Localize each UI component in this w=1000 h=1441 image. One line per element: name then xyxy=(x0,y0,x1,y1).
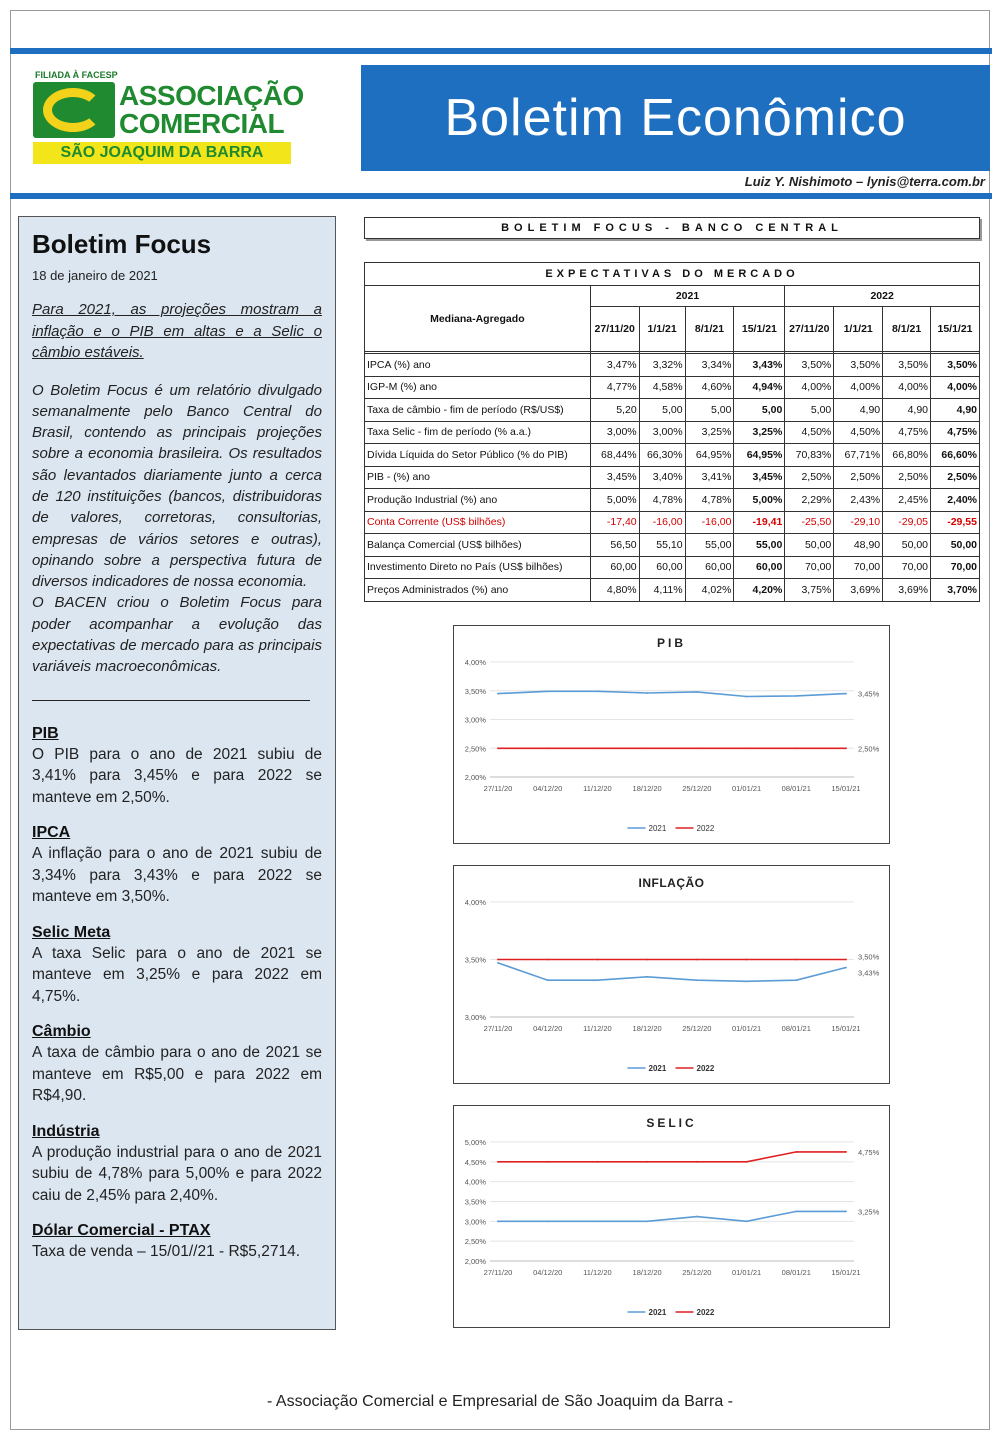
data-point xyxy=(746,1220,748,1222)
table-row xyxy=(365,376,980,399)
sidebar-paragraph-1: O Boletim Focus é um relatório divulgado semanalmente pelo Banco Central do Brasil, contendo as principais projeções sobre a economia brasileira. Os resultados são levantados diariamente junto a cerca de 120 instituições (bancos, distribuidoras de valores, corretoras, consultorias, empresas de vários setores e outras), opinando sobre a perspectiva futura de diversos indicadores de nossa economia. xyxy=(32,381,322,591)
x-tick-label: 01/01/21 xyxy=(731,1268,762,1277)
table-cell: 4,80% xyxy=(590,579,639,602)
table-cell: 2,50% xyxy=(834,466,883,489)
table-cell: 4,50% xyxy=(834,421,883,444)
x-tick-label: 11/12/20 xyxy=(583,784,612,793)
data-point xyxy=(795,747,797,749)
table-cell: 3,50% xyxy=(883,354,931,377)
table-cell: 3,70% xyxy=(931,579,980,602)
data-point xyxy=(497,1161,499,1163)
author-credit: Luiz Y. Nishimoto – lynis@terra.com.br xyxy=(744,174,985,189)
data-point xyxy=(746,959,748,961)
x-tick-label: 04/12/20 xyxy=(533,1268,563,1277)
y-tick-label: 4,00% xyxy=(464,1177,486,1187)
table-cell: 60,00 xyxy=(590,556,639,579)
bulletin-title: Boletim Econômico xyxy=(444,89,907,147)
data-point xyxy=(497,959,499,961)
table-cell: 5,00 xyxy=(734,399,785,422)
table-row xyxy=(365,466,980,489)
data-point xyxy=(597,979,599,981)
x-tick-label: 25/12/20 xyxy=(682,784,712,793)
series-line-2021 xyxy=(498,1211,846,1221)
table-cell: 4,77% xyxy=(590,376,639,399)
sidebar-title: Boletim Focus xyxy=(32,229,212,259)
data-point xyxy=(795,979,797,981)
date-header: 1/1/21 xyxy=(639,307,685,352)
x-tick-label: 15/01/21 xyxy=(831,784,861,793)
section-title: Selic Meta xyxy=(32,923,111,941)
date-header: 8/1/21 xyxy=(685,307,734,352)
table-cell: 4,50% xyxy=(785,421,834,444)
section-ipca xyxy=(32,822,322,908)
inflation-chart xyxy=(453,865,890,1084)
section-text: A taxa Selic para o ano de 2021 se manteve em 3,25% e para 2022 em 4,75%. xyxy=(32,944,322,1005)
data-point xyxy=(795,1211,797,1213)
inflation-chart-svg xyxy=(454,866,889,1083)
legend-label: 2022 xyxy=(696,1308,715,1317)
section-text: Taxa de venda – 15/01//21 - R$5,2714. xyxy=(32,1243,301,1261)
section-title: Indústria xyxy=(32,1122,100,1140)
table-cell: 70,00 xyxy=(785,556,834,579)
x-tick-label: 18/12/20 xyxy=(632,1268,662,1277)
table-cell: 50,00 xyxy=(883,534,931,557)
table-cell: 3,50% xyxy=(785,354,834,377)
sidebar-date: 18 de janeiro de 2021 xyxy=(32,268,158,283)
x-tick-label: 08/01/21 xyxy=(781,1024,811,1033)
data-point xyxy=(547,979,549,981)
series-line-2021 xyxy=(498,963,846,981)
legend-label: 2022 xyxy=(696,1064,715,1073)
data-point xyxy=(547,747,549,749)
table-cell: 50,00 xyxy=(931,534,980,557)
table-cell: 66,80% xyxy=(883,444,931,467)
pib-chart xyxy=(453,625,890,844)
table-cell: 55,10 xyxy=(639,534,685,557)
table-cell: 4,78% xyxy=(685,489,734,512)
section-industria xyxy=(32,1121,322,1207)
table-cell: -16,00 xyxy=(639,511,685,534)
table-cell: 4,60% xyxy=(685,376,734,399)
table-cell: 5,00 xyxy=(685,399,734,422)
x-tick-label: 08/01/21 xyxy=(781,784,811,793)
table-cell: 4,90 xyxy=(883,399,931,422)
x-tick-label: 27/11/20 xyxy=(483,1024,513,1033)
table-cell: 3,34% xyxy=(685,354,734,377)
section-text: A produção industrial para o ano de 2021 subiu de 4,78% para 5,00% e para 2022 caiu de 2,45% para 2,40%. xyxy=(32,1143,322,1204)
table-cell: 55,00 xyxy=(734,534,785,557)
y-tick-label: 5,00% xyxy=(464,1138,486,1147)
table-row xyxy=(365,534,980,557)
logo-name-line1: ASSOCIAÇÃO xyxy=(119,80,304,111)
data-point xyxy=(746,696,748,698)
data-point xyxy=(646,747,648,749)
data-point xyxy=(696,959,698,961)
table-cell: 55,00 xyxy=(685,534,734,557)
table-row xyxy=(365,444,980,467)
table-cell: 4,00% xyxy=(883,376,931,399)
data-point xyxy=(746,747,748,749)
table-cell: 60,00 xyxy=(685,556,734,579)
table-cell: 5,00% xyxy=(734,489,785,512)
table-cell: 70,00 xyxy=(883,556,931,579)
table-cell: -17,40 xyxy=(590,511,639,534)
table-cell: 3,41% xyxy=(685,466,734,489)
year-header-2022: 2022 xyxy=(785,286,980,307)
x-tick-label: 11/12/20 xyxy=(583,1024,612,1033)
table-cell: 66,60% xyxy=(931,444,980,467)
table-cell: 3,50% xyxy=(834,354,883,377)
row-label: Preços Administrados (%) ano xyxy=(365,579,591,602)
data-point xyxy=(497,747,499,749)
table-cell: 5,20 xyxy=(590,399,639,422)
x-tick-label: 27/11/20 xyxy=(483,784,513,793)
data-point xyxy=(597,1220,599,1222)
chart-title: PIB xyxy=(656,636,687,650)
table-cell: 2,29% xyxy=(785,489,834,512)
logo-mark-icon xyxy=(33,82,115,138)
legend-label: 2021 xyxy=(648,824,667,833)
table-row-header: Mediana-Agregado xyxy=(365,286,591,352)
date-header: 1/1/21 xyxy=(834,307,883,352)
end-label: 2,50% xyxy=(858,744,880,754)
row-label: Investimento Direto no País (US$ bilhões) xyxy=(365,556,591,579)
table-cell: 64,95% xyxy=(685,444,734,467)
table-cell: 5,00% xyxy=(590,489,639,512)
y-tick-label: 2,00% xyxy=(464,773,486,782)
end-label: 3,25% xyxy=(858,1207,880,1217)
table-row xyxy=(365,399,980,422)
association-logo xyxy=(33,70,304,165)
table-cell: 3,00% xyxy=(590,421,639,444)
end-label: 3,45% xyxy=(858,689,880,699)
date-header: 15/1/21 xyxy=(931,307,980,352)
table-cell: 4,00% xyxy=(931,376,980,399)
end-label: 3,50% xyxy=(858,952,880,962)
legend-label: 2022 xyxy=(696,824,715,833)
table-cell: 2,50% xyxy=(785,466,834,489)
section-text: O PIB para o ano de 2021 subiu de 3,41% para 3,45% e para 2022 se manteve em 2,50%. xyxy=(32,745,322,806)
table-cell: 3,40% xyxy=(639,466,685,489)
table-body xyxy=(365,352,980,602)
section-text: A taxa de câmbio para o ano de 2021 se manteve em R$5,00 e para 2022 em R$4,90. xyxy=(32,1044,322,1105)
bulletin-title-box xyxy=(361,65,990,171)
x-tick-label: 11/12/20 xyxy=(583,1268,612,1277)
table-cell: 3,69% xyxy=(834,579,883,602)
table-cell: 2,43% xyxy=(834,489,883,512)
data-point xyxy=(646,959,648,961)
data-point xyxy=(547,1161,549,1163)
section-cambio xyxy=(32,1021,322,1107)
table-cell: 4,58% xyxy=(639,376,685,399)
y-tick-label: 3,50% xyxy=(464,1197,486,1207)
chart-title: INFLAÇÃO xyxy=(638,876,705,890)
table-cell: 56,50 xyxy=(590,534,639,557)
table-cell: 3,32% xyxy=(639,354,685,377)
table-cell: 4,11% xyxy=(639,579,685,602)
y-tick-label: 3,00% xyxy=(464,715,486,725)
table-cell: 66,30% xyxy=(639,444,685,467)
y-tick-label: 4,00% xyxy=(464,658,486,667)
y-tick-label: 3,50% xyxy=(464,686,486,696)
date-header: 27/11/20 xyxy=(785,307,834,352)
table-cell: 64,95% xyxy=(734,444,785,467)
table-row xyxy=(365,421,980,444)
table-cell: 4,90 xyxy=(834,399,883,422)
x-tick-label: 18/12/20 xyxy=(632,1024,662,1033)
table-cell: 4,20% xyxy=(734,579,785,602)
table-cell: -25,50 xyxy=(785,511,834,534)
header-rule-bottom xyxy=(10,193,992,199)
x-tick-label: 25/12/20 xyxy=(682,1268,712,1277)
data-point xyxy=(597,959,599,961)
table-cell: -29,05 xyxy=(883,511,931,534)
y-tick-label: 2,50% xyxy=(464,744,486,754)
header-rule-top xyxy=(10,48,992,54)
date-header: 15/1/21 xyxy=(734,307,785,352)
table-cell: 5,00 xyxy=(785,399,834,422)
data-point xyxy=(795,695,797,697)
table-cell: 70,00 xyxy=(931,556,980,579)
logo-filiada: FILIADA À FACESP xyxy=(35,70,118,80)
table-cell: 3,45% xyxy=(734,466,785,489)
series-line-2021 xyxy=(498,691,846,696)
x-tick-label: 27/11/20 xyxy=(483,1268,513,1277)
data-point xyxy=(696,1161,698,1163)
data-point xyxy=(795,959,797,961)
x-tick-label: 15/01/21 xyxy=(831,1268,861,1277)
table-row xyxy=(365,489,980,512)
section-pib xyxy=(32,723,322,809)
data-point xyxy=(547,690,549,692)
sidebar-intro: Para 2021, as projeções mostram a inflação e o PIB em altas e a Selic o câmbio estáveis. xyxy=(32,301,322,361)
table-cell: 2,50% xyxy=(883,466,931,489)
table-cell: 2,40% xyxy=(931,489,980,512)
section-title: Dólar Comercial - PTAX xyxy=(32,1222,211,1240)
table-cell: -16,00 xyxy=(685,511,734,534)
table-cell: 48,90 xyxy=(834,534,883,557)
table-cell: 3,69% xyxy=(883,579,931,602)
y-tick-label: 3,00% xyxy=(464,1217,486,1227)
date-header: 8/1/21 xyxy=(883,307,931,352)
section-dolar xyxy=(32,1220,322,1263)
data-point xyxy=(646,1161,648,1163)
table-cell: 4,00% xyxy=(785,376,834,399)
date-header: 27/11/20 xyxy=(590,307,639,352)
section-title: Câmbio xyxy=(32,1023,91,1041)
table-cell: 4,00% xyxy=(834,376,883,399)
y-tick-label: 2,00% xyxy=(464,1257,486,1266)
end-label: 3,43% xyxy=(858,968,880,978)
table-cell: 2,45% xyxy=(883,489,931,512)
expectations-table xyxy=(364,262,980,602)
table-cell: 68,44% xyxy=(590,444,639,467)
data-point xyxy=(696,979,698,981)
table-cell: 60,00 xyxy=(734,556,785,579)
table-cell: 3,50% xyxy=(931,354,980,377)
end-label: 4,75% xyxy=(858,1147,880,1157)
table-cell: 70,00 xyxy=(834,556,883,579)
table-cell: 4,75% xyxy=(931,421,980,444)
legend-label: 2021 xyxy=(648,1064,667,1073)
table-row xyxy=(365,511,980,534)
table-cell: 3,43% xyxy=(734,354,785,377)
logo-name-line2: COMERCIAL xyxy=(119,108,285,139)
sidebar-divider xyxy=(32,700,310,701)
row-label: Conta Corrente (US$ bilhões) xyxy=(365,511,591,534)
row-label: IPCA (%) ano xyxy=(365,354,591,377)
year-header-2021: 2021 xyxy=(590,286,785,307)
x-tick-label: 04/12/20 xyxy=(533,784,563,793)
data-point xyxy=(845,1151,847,1153)
section-text: A inflação para o ano de 2021 subiu de 3,34% para 3,43% e para 2022 se manteve em 3,50%. xyxy=(32,845,322,906)
x-tick-label: 15/01/21 xyxy=(831,1024,861,1033)
y-tick-label: 4,00% xyxy=(464,898,486,907)
table-caption: EXPECTATIVAS DO MERCADO xyxy=(365,263,980,286)
x-tick-label: 25/12/20 xyxy=(682,1024,712,1033)
table-cell: 3,25% xyxy=(734,421,785,444)
table-cell: 3,47% xyxy=(590,354,639,377)
table-cell: 4,90 xyxy=(931,399,980,422)
data-point xyxy=(646,692,648,694)
x-tick-label: 18/12/20 xyxy=(632,784,662,793)
table-cell: 4,94% xyxy=(734,376,785,399)
table-cell: -29,55 xyxy=(931,511,980,534)
section-selic xyxy=(32,922,322,1008)
row-label: PIB - (%) ano xyxy=(365,466,591,489)
section-title: IPCA xyxy=(32,824,71,842)
x-tick-label: 01/01/21 xyxy=(731,1024,762,1033)
y-tick-label: 2,50% xyxy=(464,1237,486,1247)
table-cell: 4,75% xyxy=(883,421,931,444)
table-cell: 5,00 xyxy=(639,399,685,422)
x-tick-label: 01/01/21 xyxy=(731,784,762,793)
section-title: PIB xyxy=(32,724,59,742)
data-point xyxy=(547,959,549,961)
row-label: Dívida Líquida do Setor Público (% do PIB) xyxy=(365,444,591,467)
data-point xyxy=(547,1220,549,1222)
row-label: Produção Industrial (%) ano xyxy=(365,489,591,512)
row-label: Balança Comercial (US$ bilhões) xyxy=(365,534,591,557)
table-cell: -29,10 xyxy=(834,511,883,534)
focus-banner: BOLETIM FOCUS - BANCO CENTRAL xyxy=(364,217,980,239)
table-cell: 70,83% xyxy=(785,444,834,467)
table-cell: 3,00% xyxy=(639,421,685,444)
data-point xyxy=(646,1220,648,1222)
data-point xyxy=(497,962,499,964)
data-point xyxy=(696,691,698,693)
legend-label: 2021 xyxy=(648,1308,667,1317)
row-label: Taxa de câmbio - fim de período (R$/US$) xyxy=(365,399,591,422)
logo-city-band: SÃO JOAQUIM DA BARRA xyxy=(33,142,291,164)
table-row xyxy=(365,354,980,377)
data-point xyxy=(845,967,847,969)
y-tick-label: 3,50% xyxy=(464,955,486,965)
selic-chart-svg xyxy=(454,1106,889,1327)
data-point xyxy=(845,959,847,961)
data-point xyxy=(597,690,599,692)
table-cell: 67,71% xyxy=(834,444,883,467)
y-tick-label: 3,00% xyxy=(464,1013,486,1022)
data-point xyxy=(497,1220,499,1222)
table-row xyxy=(365,556,980,579)
series-line-2022 xyxy=(498,1152,846,1162)
y-tick-label: 4,50% xyxy=(464,1157,486,1167)
data-point xyxy=(497,693,499,695)
table-cell: 60,00 xyxy=(639,556,685,579)
data-point xyxy=(696,1216,698,1218)
x-tick-label: 08/01/21 xyxy=(781,1268,811,1277)
table-cell: 50,00 xyxy=(785,534,834,557)
table-row xyxy=(365,579,980,602)
data-point xyxy=(696,747,698,749)
table-cell: 2,50% xyxy=(931,466,980,489)
footer-text: - Associação Comercial e Empresarial de São Joaquim da Barra - xyxy=(267,1393,733,1410)
focus-sidebar xyxy=(18,216,336,1330)
data-point xyxy=(646,976,648,978)
table-cell: 3,45% xyxy=(590,466,639,489)
row-label: IGP-M (%) ano xyxy=(365,376,591,399)
table-cell: 3,75% xyxy=(785,579,834,602)
data-point xyxy=(597,747,599,749)
data-point xyxy=(845,693,847,695)
data-point xyxy=(845,1211,847,1213)
data-point xyxy=(795,1151,797,1153)
table-cell: 4,02% xyxy=(685,579,734,602)
x-tick-label: 04/12/20 xyxy=(533,1024,563,1033)
sidebar-paragraph-2: O BACEN criou o Boletim Focus para poder acompanhar a evolução das expectativas de mercado para as principais variáveis macroeconômicas. xyxy=(32,594,322,676)
data-point xyxy=(845,747,847,749)
data-point xyxy=(746,980,748,982)
data-point xyxy=(597,1161,599,1163)
chart-title: SELIC xyxy=(646,1116,697,1130)
table-cell: 3,25% xyxy=(685,421,734,444)
row-label: Taxa Selic - fim de período (% a.a.) xyxy=(365,421,591,444)
table-cell: -19,41 xyxy=(734,511,785,534)
table-cell: 4,78% xyxy=(639,489,685,512)
pib-chart-svg xyxy=(454,626,889,843)
data-point xyxy=(746,1161,748,1163)
selic-chart xyxy=(453,1105,890,1328)
